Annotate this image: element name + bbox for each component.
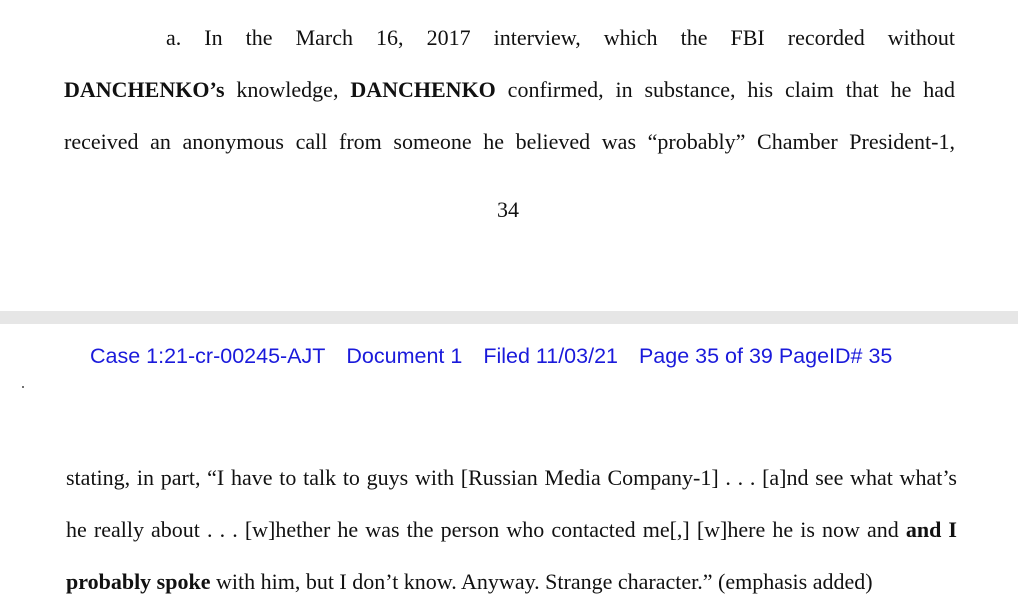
text-run: he really about . . . [w]hether he was the person who contacted me[,] [w]here he is now and <box>66 517 906 542</box>
paragraph-a-line-3: received an anonymous call from someone he believed was “probably” Chamber President-1, <box>64 129 955 154</box>
continuation-line-2 <box>66 519 957 541</box>
page-number: 34 <box>497 197 519 222</box>
page-break-separator <box>0 311 1018 324</box>
ecf-header <box>90 346 892 368</box>
word: a. <box>166 25 182 50</box>
document-number: Document 1 <box>346 344 463 368</box>
word: In <box>204 25 223 50</box>
scan-speck <box>22 386 24 388</box>
case-number: Case 1:21-cr-00245-AJT <box>90 344 326 368</box>
word: interview, <box>493 25 581 50</box>
word: 16, <box>376 25 404 50</box>
word: which <box>603 25 658 50</box>
continuation-line-1: stating, in part, “I have to talk to guys with [Russian Media Company-1] . . . [a]nd see what what’s <box>66 465 957 490</box>
emphasis-text: and I <box>905 517 957 542</box>
word: March <box>295 25 353 50</box>
word: 2017 <box>426 25 471 50</box>
word: recorded <box>787 25 865 50</box>
emphasis-text: probably spoke <box>66 569 211 594</box>
bold-name: DANCHENKO <box>350 77 496 102</box>
word: the <box>680 25 708 50</box>
page-id: Page 35 of 39 PageID# 35 <box>638 344 893 368</box>
word: without <box>887 25 955 50</box>
continuation-line-3 <box>66 571 873 593</box>
word: FBI <box>730 25 765 50</box>
paragraph-a-line-1 <box>166 27 955 49</box>
paragraph-a-line-2 <box>64 79 955 101</box>
text-run: confirmed, in substance, his claim that he had <box>495 77 956 102</box>
filed-date: Filed 11/03/21 <box>483 344 618 368</box>
word: the <box>245 25 273 50</box>
text-run: knowledge, <box>224 77 351 102</box>
text-run: with him, but I don’t know. Anyway. Strange character.” (emphasis added) <box>210 569 873 594</box>
bold-name: DANCHENKO’s <box>64 77 225 102</box>
